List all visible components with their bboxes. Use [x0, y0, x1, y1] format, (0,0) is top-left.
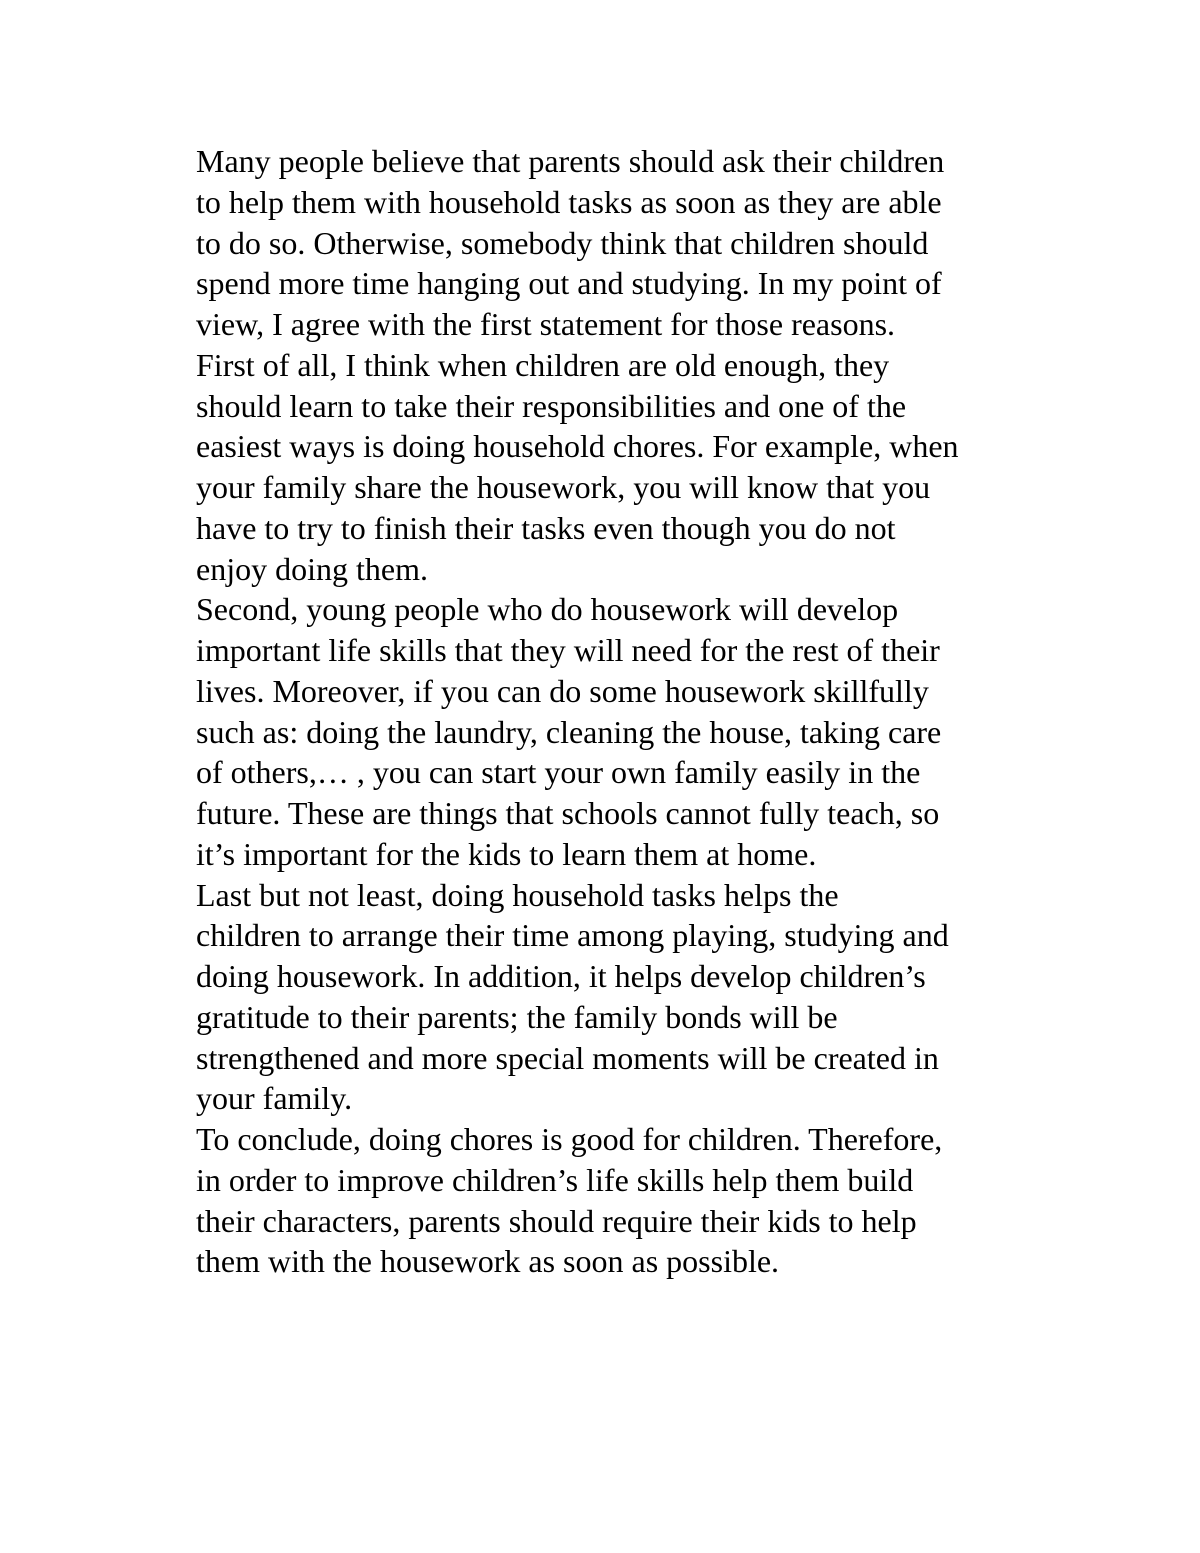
text-line: important life skills that they will need for the rest of their	[196, 632, 940, 668]
text-line: Second, young people who do housework will develop	[196, 591, 899, 628]
paragraph-third-reason	[176, 875, 1036, 1120]
text-line: of others,… , you can start your own family easily in the	[196, 754, 921, 791]
text-line: Last but not least, doing household tasks helps the	[196, 876, 839, 913]
text-line: Many people believe that parents should ask their children	[196, 143, 945, 179]
text-line: should learn to take their responsibilities and one of the	[196, 387, 907, 424]
text-line: in order to improve children’s life skills help them build	[196, 1161, 914, 1198]
text-line: future. These are things that schools cannot fully teach, so	[196, 795, 940, 831]
paragraph-introduction	[176, 141, 1036, 345]
paragraph-second-reason	[176, 589, 1036, 874]
text-line: gratitude to their parents; the family bonds will be	[196, 998, 838, 1035]
text-line: to do so. Otherwise, somebody think that children should	[196, 224, 929, 261]
text-line: to help them with household tasks as soon as they are able	[196, 183, 942, 220]
text-line: children to arrange their time among playing, studying and	[196, 917, 949, 954]
text-line: such as: doing the laundry, cleaning the house, taking care	[196, 713, 942, 750]
text-line: view, I agree with the first statement for those reasons.	[196, 306, 896, 342]
paragraph-conclusion	[176, 1119, 1036, 1282]
text-line: easiest ways is doing household chores. For example, when	[196, 428, 959, 465]
text-line: your family share the housework, you will know that you	[196, 469, 931, 505]
text-line: your family.	[196, 1080, 353, 1117]
paragraph-first-reason	[176, 345, 1036, 590]
text-line: strengthened and more special moments will be created in	[196, 1039, 939, 1076]
text-line: lives. Moreover, if you can do some housework skillfully	[196, 672, 929, 709]
text-line: it’s important for the kids to learn them at home.	[196, 835, 817, 872]
text-line: have to try to finish their tasks even though you do not	[196, 509, 896, 546]
text-line: First of all, I think when children are old enough, they	[196, 346, 890, 383]
essay-body	[176, 141, 1036, 1282]
text-line: them with the housework as soon as possible.	[196, 1243, 780, 1280]
text-line: enjoy doing them.	[196, 550, 428, 587]
text-line: doing housework. In addition, it helps develop children’s	[196, 958, 926, 994]
text-line: spend more time hanging out and studying. In my point of	[196, 265, 942, 302]
text-line: To conclude, doing chores is good for children. Therefore,	[196, 1121, 943, 1157]
text-line: their characters, parents should require their kids to help	[196, 1202, 917, 1239]
